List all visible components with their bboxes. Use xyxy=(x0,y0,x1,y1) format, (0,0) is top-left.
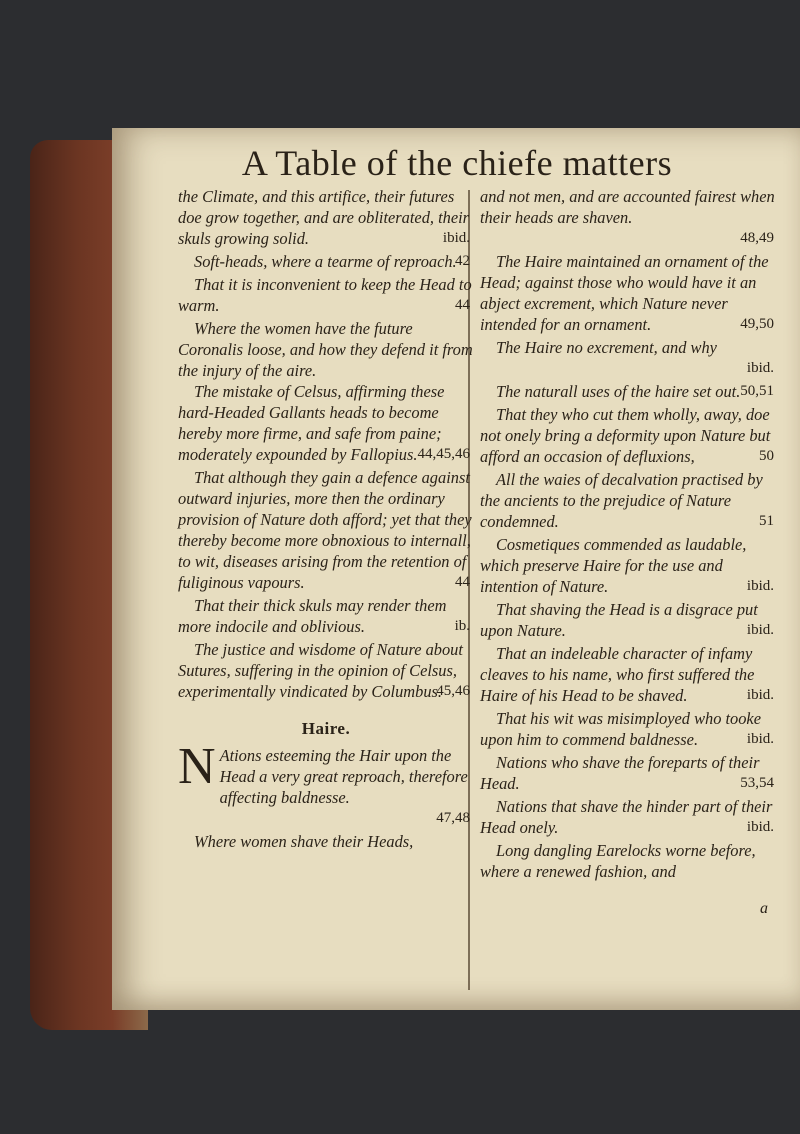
entry-page-ref: ibid. xyxy=(442,230,470,246)
index-entry: the Climate, and this artifice, their futures doe grow together, and are obliterated, their skuls growing solid. xyxy=(178,187,470,248)
entry-page-ref: 49,50 xyxy=(740,316,774,332)
index-entry: That it is inconvenient to keep the Head to warm. xyxy=(178,275,472,315)
entry-page-ref: ibid. xyxy=(746,687,774,703)
index-entry: Nations who shave the foreparts of their Head. xyxy=(480,753,760,793)
entry-page-ref: 53,54 xyxy=(740,775,774,791)
entry-page-ref: 51 xyxy=(759,513,774,529)
index-entry: That his wit was misimployed who tooke upon him to commend baldnesse. xyxy=(480,709,761,749)
catchword: a xyxy=(760,900,768,917)
book-page xyxy=(112,128,800,1010)
index-entry: Nations that shave the hinder part of their Head onely. xyxy=(480,797,773,837)
index-entry: The Haire no excrement, and why xyxy=(496,338,717,357)
entry-page-ref: 44 xyxy=(455,297,470,313)
drop-capital: N xyxy=(178,738,216,795)
index-entry: N Ations esteeming the Hair upon the Head a very great reproach, therefore affecting baldnesse. xyxy=(178,738,468,807)
index-entry: and not men, and are accounted fairest when their heads are shaven. xyxy=(480,187,775,227)
index-entry: Soft-heads, where a tearme of reproach. xyxy=(194,252,457,271)
entry-page-ref: 47,48 xyxy=(436,810,470,826)
page-title: A Table of the chiefe matters xyxy=(241,143,673,183)
entry-page-ref: 48,49 xyxy=(740,230,774,246)
index-entry: The naturall uses of the haire set out. xyxy=(496,382,741,401)
index-entry: Where women shave their Heads, xyxy=(194,832,414,851)
index-entry: Cosmetiques commended as laudable, which preserve Haire for the use and intention of Nature. xyxy=(480,535,747,596)
entry-page-ref: ibid. xyxy=(746,360,774,376)
entry-page-ref: ib. xyxy=(454,618,470,634)
index-entry: The Haire maintained an ornament of the Head; against those who would have it an abject excrement, which Nature never intended for an ornament. xyxy=(480,252,769,334)
index-entry: All the waies of decalvation practised by the ancients to the prejudice of Nature condemned. xyxy=(480,470,763,531)
index-entry: That their thick skuls may render them more indocile and oblivious. xyxy=(178,596,447,636)
entry-page-ref: 42 xyxy=(455,253,470,269)
index-entry: That although they gain a defence against outward injuries, more then the ordinary provision of Nature doth afford; yet that they thereby become more obnoxious to internall, to wit, diseases arising from the retention of fuliginous vapours. xyxy=(178,468,472,592)
entry-page-ref: 50,51 xyxy=(740,383,774,399)
entry-page-ref: 44 xyxy=(455,574,470,590)
index-entry: That shaving the Head is a disgrace put upon Nature. xyxy=(480,600,758,640)
entry-page-ref: 50 xyxy=(759,448,774,464)
index-entry: The justice and wisdome of Nature about Sutures, suffering in the opinion of Celsus, experimentally vindicated by Columbus. xyxy=(178,640,463,701)
entry-page-ref: ibid. xyxy=(746,622,774,638)
index-entry: That an indeleable character of infamy cleaves to his name, who first suffered the Haire of his Head to be shaved. xyxy=(480,644,755,705)
left-column xyxy=(178,186,474,852)
index-entry: The mistake of Celsus, affirming these hard-Headed Gallants heads to become hereby more firme, and safe from paine; moderately expounded by Fallopius. xyxy=(178,382,445,464)
entry-page-ref: ibid. xyxy=(746,819,774,835)
index-entry: That they who cut them wholly, away, doe not onely bring a deformity upon Nature but afford an occasion of defluxions, xyxy=(480,405,771,466)
entry-page-ref: 45,46 xyxy=(436,683,470,699)
index-entry: Where the women have the future Coronalis loose, and how they defend it from the injury of the aire. xyxy=(178,319,473,380)
entry-page-ref: ibid. xyxy=(746,731,774,747)
right-column xyxy=(468,186,778,935)
entry-page-ref: ibid. xyxy=(746,578,774,594)
section-heading: Haire. xyxy=(301,719,351,738)
index-entry: Long dangling Earelocks worne before, where a renewed fashion, and xyxy=(480,841,756,881)
entry-page-ref: 44,45,46 xyxy=(417,446,470,462)
